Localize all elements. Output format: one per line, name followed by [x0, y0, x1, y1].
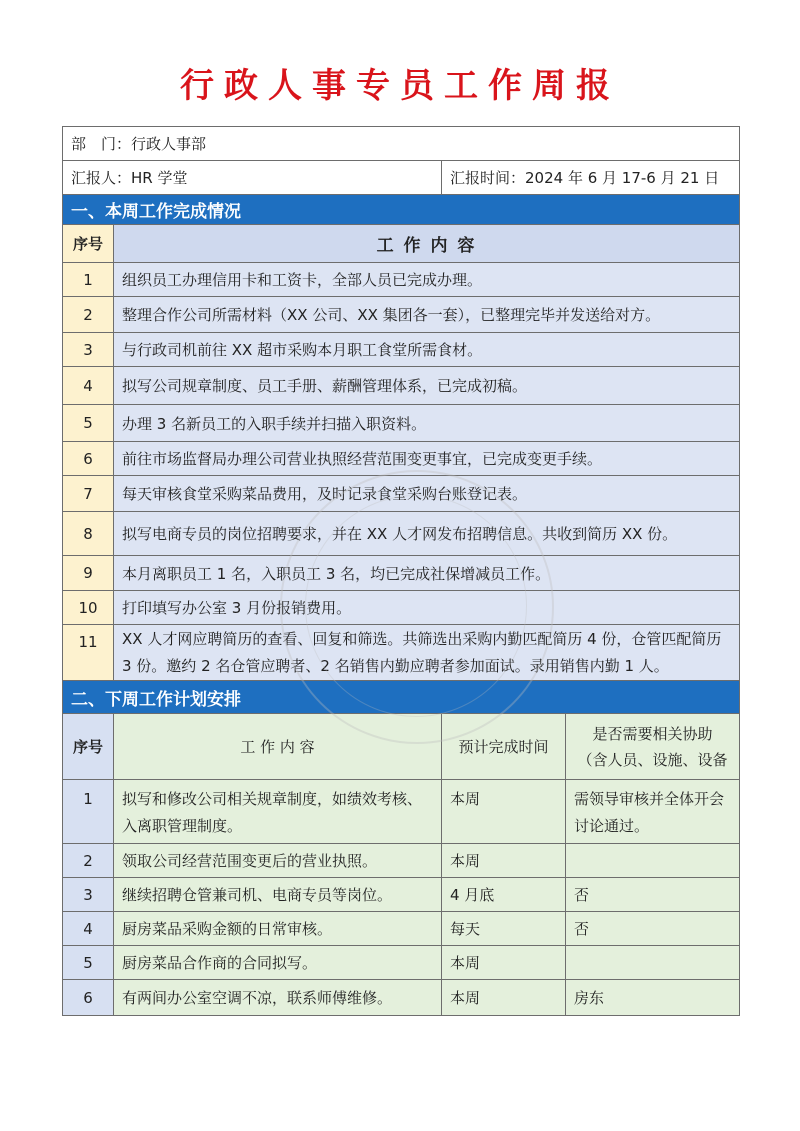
task-number: 2 — [63, 297, 114, 333]
section2-col-help — [566, 714, 740, 780]
task-content: XX 人才网应聘简历的查看、回复和筛选。共筛选出采购内勤匹配简历 4 份，仓管匹配简历 3 份。邀约 2 名仓管应聘者、2 名销售内勤应聘者参加面试。录用销售内勤 1 人。 — [114, 625, 740, 681]
task-number: 10 — [63, 591, 114, 625]
plan-due-time: 4 月底 — [442, 878, 566, 912]
planned-task-row — [63, 912, 740, 946]
section2-col-content: 工 作 内 容 — [114, 714, 442, 780]
completed-task-row — [63, 263, 740, 297]
section2-col-num: 序号 — [63, 714, 114, 780]
task-number: 7 — [63, 476, 114, 512]
task-content: 与行政司机前往 XX 超市采购本月职工食堂所需食材。 — [114, 333, 740, 367]
plan-due-time: 本周 — [442, 980, 566, 1016]
department-cell: 部 门：行政人事部 — [63, 127, 740, 161]
planned-task-row — [63, 780, 740, 844]
planned-task-row — [63, 878, 740, 912]
plan-number: 6 — [63, 980, 114, 1016]
plan-content: 继续招聘仓管兼司机、电商专员等岗位。 — [114, 878, 442, 912]
plan-number: 1 — [63, 780, 114, 844]
completed-task-row — [63, 333, 740, 367]
task-content: 组织员工办理信用卡和工资卡，全部人员已完成办理。 — [114, 263, 740, 297]
task-content: 拟写公司规章制度、员工手册、薪酬管理体系，已完成初稿。 — [114, 367, 740, 405]
plan-number: 5 — [63, 946, 114, 980]
page-title: 行政人事专员工作周报 — [180, 66, 620, 106]
plan-assistance — [566, 946, 740, 980]
plan-content: 有两间办公室空调不凉，联系师傅维修。 — [114, 980, 442, 1016]
completed-task-row — [63, 591, 740, 625]
plan-content: 厨房菜品采购金额的日常审核。 — [114, 912, 442, 946]
plan-assistance: 否 — [566, 878, 740, 912]
reporter-cell: 汇报人：HR 学堂 — [63, 161, 442, 195]
task-content: 打印填写办公室 3 月份报销费用。 — [114, 591, 740, 625]
section2-heading: 二、下周工作计划安排 — [63, 681, 740, 714]
plan-content: 厨房菜品合作商的合同拟写。 — [114, 946, 442, 980]
section2-col-help-line2: （含人员、设施、设备 — [577, 750, 728, 769]
plan-content: 领取公司经营范围变更后的营业执照。 — [114, 844, 442, 878]
task-number: 6 — [63, 442, 114, 476]
plan-due-time: 本周 — [442, 946, 566, 980]
plan-assistance — [566, 844, 740, 878]
weekly-report-table — [62, 126, 740, 1016]
plan-number: 4 — [63, 912, 114, 946]
planned-task-row — [63, 980, 740, 1016]
plan-due-time: 每天 — [442, 912, 566, 946]
plan-number: 2 — [63, 844, 114, 878]
task-number: 9 — [63, 556, 114, 591]
completed-task-row — [63, 476, 740, 512]
task-content: 前往市场监督局办理公司营业执照经营范围变更事宜，已完成变更手续。 — [114, 442, 740, 476]
section1-col-num: 序号 — [63, 225, 114, 263]
plan-number: 3 — [63, 878, 114, 912]
task-content: 办理 3 名新员工的入职手续并扫描入职资料。 — [114, 405, 740, 442]
task-number: 4 — [63, 367, 114, 405]
completed-task-row — [63, 405, 740, 442]
section1-heading: 一、本周工作完成情况 — [63, 195, 740, 225]
plan-due-time: 本周 — [442, 780, 566, 844]
plan-assistance: 否 — [566, 912, 740, 946]
task-number: 1 — [63, 263, 114, 297]
completed-task-row — [63, 367, 740, 405]
completed-task-row — [63, 442, 740, 476]
planned-task-row — [63, 946, 740, 980]
plan-assistance: 房东 — [566, 980, 740, 1016]
report-time-cell: 汇报时间：2024 年 6 月 17-6 月 21 日 — [442, 161, 740, 195]
task-number: 8 — [63, 512, 114, 556]
completed-task-row — [63, 297, 740, 333]
task-number: 3 — [63, 333, 114, 367]
completed-task-row — [63, 556, 740, 591]
section2-col-time: 预计完成时间 — [442, 714, 566, 780]
plan-content: 拟写和修改公司相关规章制度，如绩效考核、入离职管理制度。 — [114, 780, 442, 844]
completed-task-row — [63, 625, 740, 681]
task-number: 11 — [63, 625, 114, 681]
task-content: 整理合作公司所需材料（XX 公司、XX 集团各一套），已整理完毕并发送给对方。 — [114, 297, 740, 333]
task-content: 每天审核食堂采购菜品费用，及时记录食堂采购台账登记表。 — [114, 476, 740, 512]
section2-col-help-line1: 是否需要相关协助 — [592, 724, 713, 743]
plan-assistance: 需领导审核并全体开会讨论通过。 — [566, 780, 740, 844]
planned-task-row — [63, 844, 740, 878]
task-number: 5 — [63, 405, 114, 442]
plan-due-time: 本周 — [442, 844, 566, 878]
completed-task-row — [63, 512, 740, 556]
task-content: 拟写电商专员的岗位招聘要求，并在 XX 人才网发布招聘信息。共收到简历 XX 份。 — [114, 512, 740, 556]
task-content: 本月离职员工 1 名，入职员工 3 名，均已完成社保增减员工作。 — [114, 556, 740, 591]
section1-col-content: 工 作 内 容 — [114, 225, 740, 263]
